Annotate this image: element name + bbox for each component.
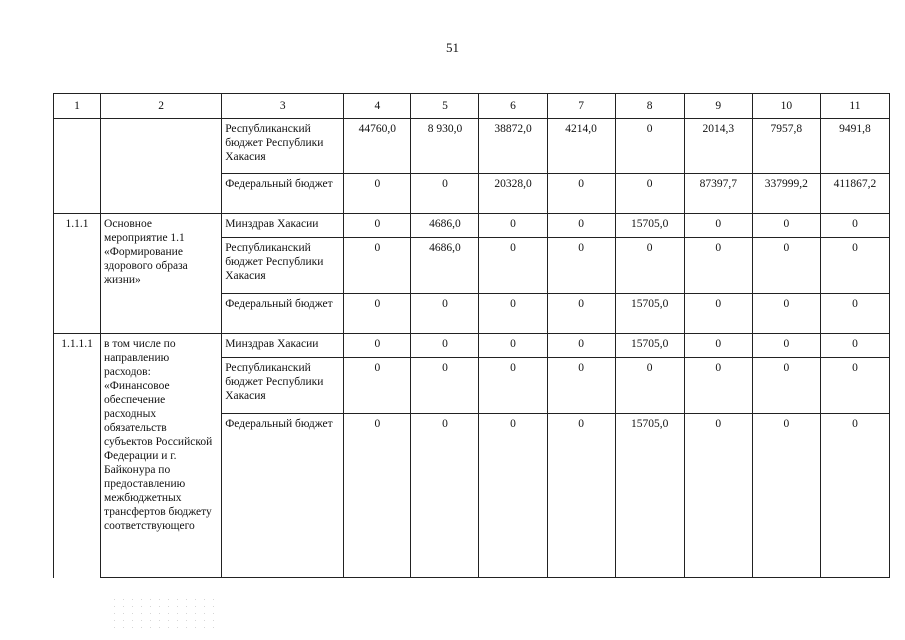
value-cell: 0 (820, 238, 889, 294)
header-cell: 3 (222, 94, 344, 119)
header-cell: 4 (344, 94, 411, 119)
value-cell: 0 (344, 294, 411, 334)
funding-source: Федеральный бюджет (222, 414, 344, 578)
header-cell: 6 (479, 94, 547, 119)
header-cell: 8 (615, 94, 684, 119)
value-cell: 0 (752, 238, 820, 294)
row-code (54, 119, 101, 214)
value-cell: 0 (411, 414, 479, 578)
value-cell: 0 (479, 358, 547, 414)
value-cell: 15705,0 (615, 334, 684, 358)
value-cell: 0 (820, 358, 889, 414)
funding-source: Минздрав Хакасии (222, 334, 344, 358)
table-row (54, 214, 890, 238)
value-cell: 0 (344, 238, 411, 294)
value-cell: 0 (547, 294, 615, 334)
value-cell: 0 (684, 238, 752, 294)
value-cell: 0 (752, 334, 820, 358)
row-description: Основное мероприятие 1.1 «Формирование здорового образа жизни» (101, 214, 222, 334)
value-cell: 0 (752, 214, 820, 238)
funding-source: Республиканский бюджет Республики Хакасия (222, 358, 344, 414)
row-code: 1.1.1.1 (54, 334, 101, 578)
header-cell: 10 (752, 94, 820, 119)
value-cell: 0 (411, 174, 479, 214)
value-cell: 0 (615, 358, 684, 414)
value-cell: 0 (411, 358, 479, 414)
value-cell: 0 (684, 358, 752, 414)
value-cell: 0 (615, 174, 684, 214)
value-cell: 0 (684, 334, 752, 358)
value-cell: 8 930,0 (411, 119, 479, 174)
value-cell: 44760,0 (344, 119, 411, 174)
value-cell: 0 (547, 238, 615, 294)
value-cell: 0 (820, 294, 889, 334)
funding-source: Федеральный бюджет (222, 174, 344, 214)
value-cell: 9491,8 (820, 119, 889, 174)
value-cell: 0 (344, 174, 411, 214)
header-cell: 2 (101, 94, 222, 119)
row-description (101, 119, 222, 214)
value-cell: 4214,0 (547, 119, 615, 174)
value-cell: 20328,0 (479, 174, 547, 214)
value-cell: 0 (684, 214, 752, 238)
value-cell: 7957,8 (752, 119, 820, 174)
value-cell: 0 (752, 414, 820, 578)
header-cell: 1 (54, 94, 101, 119)
value-cell: 0 (615, 119, 684, 174)
value-cell: 0 (820, 214, 889, 238)
value-cell: 0 (752, 294, 820, 334)
header-cell: 7 (547, 94, 615, 119)
value-cell: 0 (684, 414, 752, 578)
scan-artifact (110, 596, 220, 630)
value-cell: 0 (820, 414, 889, 578)
table-row (54, 119, 890, 174)
value-cell: 0 (684, 294, 752, 334)
value-cell: 4686,0 (411, 238, 479, 294)
value-cell: 0 (820, 334, 889, 358)
value-cell: 2014,3 (684, 119, 752, 174)
header-cell: 11 (820, 94, 889, 119)
row-description: в том числе по направлению расходов: «Финансовое обеспечение расходных обязательств субъектов Российской Федерации и г. Байконура по предоставлению межбюджетных трансфертов бюджету соответствующего (101, 334, 222, 578)
value-cell: 0 (344, 414, 411, 578)
value-cell: 0 (547, 334, 615, 358)
value-cell: 0 (411, 334, 479, 358)
table-header (54, 94, 890, 119)
value-cell: 0 (547, 174, 615, 214)
value-cell: 0 (344, 214, 411, 238)
value-cell: 15705,0 (615, 294, 684, 334)
value-cell: 38872,0 (479, 119, 547, 174)
value-cell: 0 (547, 358, 615, 414)
value-cell: 0 (479, 294, 547, 334)
value-cell: 0 (479, 214, 547, 238)
row-code: 1.1.1 (54, 214, 101, 334)
value-cell: 0 (615, 238, 684, 294)
value-cell: 411867,2 (820, 174, 889, 214)
value-cell: 87397,7 (684, 174, 752, 214)
value-cell: 0 (344, 334, 411, 358)
value-cell: 4686,0 (411, 214, 479, 238)
value-cell: 0 (479, 334, 547, 358)
value-cell: 0 (752, 358, 820, 414)
value-cell: 0 (344, 358, 411, 414)
value-cell: 0 (479, 414, 547, 578)
value-cell: 0 (547, 414, 615, 578)
page-number: 51 (446, 40, 459, 55)
funding-source: Минздрав Хакасии (222, 214, 344, 238)
value-cell: 0 (479, 238, 547, 294)
value-cell: 15705,0 (615, 414, 684, 578)
header-cell: 5 (411, 94, 479, 119)
table-row (54, 334, 890, 358)
value-cell: 0 (547, 214, 615, 238)
funding-source: Республиканский бюджет Республики Хакасия (222, 238, 344, 294)
budget-table (53, 93, 890, 578)
value-cell: 15705,0 (615, 214, 684, 238)
funding-source: Республиканский бюджет Республики Хакасия (222, 119, 344, 174)
funding-source: Федеральный бюджет (222, 294, 344, 334)
header-cell: 9 (684, 94, 752, 119)
value-cell: 337999,2 (752, 174, 820, 214)
value-cell: 0 (411, 294, 479, 334)
